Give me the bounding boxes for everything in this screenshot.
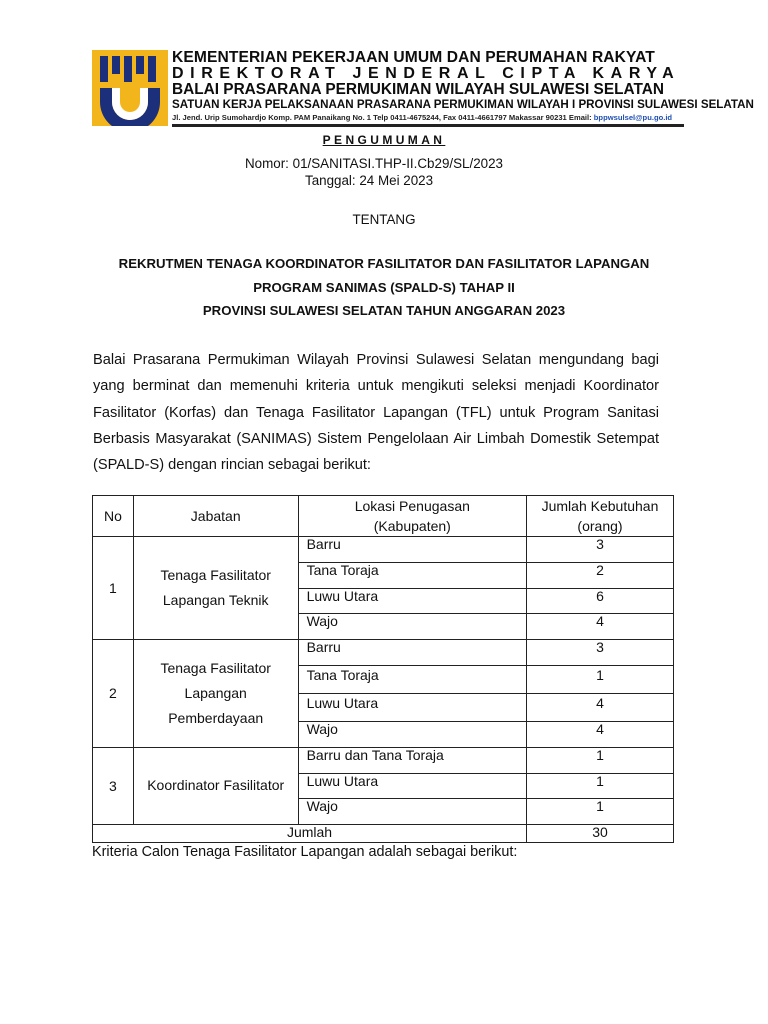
row-no: 1	[93, 537, 134, 640]
document-number: Nomor: 01/SANITASI.THP-II.Cb29/SL/2023	[245, 156, 503, 171]
subject-line-2: PROGRAM SANIMAS (SPALD-S) TAHAP II	[253, 280, 515, 295]
document-date: Tanggal: 24 Mei 2023	[305, 173, 434, 188]
row-lokasi: Tana Toraja	[298, 562, 526, 588]
row-lokasi: Luwu Utara	[298, 588, 526, 614]
letterhead	[92, 49, 754, 126]
table-row	[93, 537, 674, 563]
jabatan-text: Tenaga Fasilitator Lapangan Teknik	[160, 567, 271, 609]
row-jumlah: 1	[527, 665, 674, 693]
address-text: Jl. Jend. Urip Sumohardjo Komp. PAM Panaikang No. 1 Telp 0411-4675244, Fax 0411-4661797 Makassar 90231 Email:	[172, 113, 594, 122]
email-link[interactable]: bppwsulsel@pu.go.id	[593, 113, 673, 122]
row-jumlah: 6	[527, 588, 674, 614]
directorate-name: DIREKTORAT JENDERAL CIPTA KARYA	[172, 65, 681, 82]
row-lokasi: Wajo	[298, 799, 526, 825]
ministry-name: KEMENTERIAN PEKERJAAN UMUM DAN PERUMAHAN RAKYAT	[172, 49, 655, 66]
document-title: PENGUMUMAN	[322, 133, 446, 147]
row-jumlah: 4	[527, 721, 674, 747]
row-jumlah: 2	[527, 562, 674, 588]
letterhead-text	[172, 49, 754, 127]
total-label: Jumlah	[93, 825, 527, 843]
pu-logo-icon	[92, 50, 168, 126]
table-total-row	[93, 825, 674, 843]
row-lokasi: Barru	[298, 537, 526, 563]
row-jumlah: 4	[527, 693, 674, 721]
row-lokasi: Barru dan Tana Toraja	[298, 747, 526, 773]
row-no: 3	[93, 747, 134, 824]
total-value: 30	[527, 825, 674, 843]
header-lokasi	[298, 496, 526, 537]
tentang-label: TENTANG	[352, 212, 416, 227]
table-row	[93, 747, 674, 773]
row-jumlah: 1	[527, 799, 674, 825]
recruitment-table	[92, 495, 674, 843]
row-jumlah: 1	[527, 773, 674, 799]
row-jumlah: 4	[527, 614, 674, 640]
header-no: No	[93, 496, 134, 537]
row-jabatan: Koordinator Fasilitator	[133, 747, 298, 824]
letterhead-divider	[172, 124, 684, 127]
row-lokasi: Luwu Utara	[298, 693, 526, 721]
header-jumlah	[527, 496, 674, 537]
header-lokasi-text: Lokasi Penugasan (Kabupaten)	[354, 498, 470, 534]
row-lokasi: Tana Toraja	[298, 665, 526, 693]
row-lokasi: Wajo	[298, 614, 526, 640]
intro-paragraph: Balai Prasarana Permukiman Wilayah Provinsi Sulawesi Selatan mengundang bagi yang berminat dan memenuhi kriteria untuk mengikuti seleksi menjadi Koordinator Fasilitator (Korfas) dan Tenaga Fasilitator Lapangan (TFL) untuk Program Sanitasi Berbasis Masyarakat (SANIMAS) Sistem Pengelolaan Air Limbah Domestik Setempat (SPALD-S) dengan rincian sebagai berikut:	[93, 352, 659, 474]
criteria-intro: Kriteria Calon Tenaga Fasilitator Lapangan adalah sebagai berikut:	[92, 844, 518, 860]
row-no: 2	[93, 640, 134, 748]
row-jabatan	[133, 640, 298, 748]
subject-line-3: PROVINSI SULAWESI SELATAN TAHUN ANGGARAN 2023	[202, 303, 566, 318]
table-row	[93, 640, 674, 666]
office-name: BALAI PRASARANA PERMUKIMAN WILAYAH SULAWESI SELATAN	[172, 81, 664, 98]
row-jumlah: 3	[527, 537, 674, 563]
subject-line-1: REKRUTMEN TENAGA KOORDINATOR FASILITATOR DAN FASILITATOR LAPANGAN	[118, 256, 650, 271]
row-lokasi: Luwu Utara	[298, 773, 526, 799]
row-jumlah: 1	[527, 747, 674, 773]
row-jabatan	[133, 537, 298, 640]
jabatan-text: Tenaga Fasilitator Lapangan Pemberdayaan	[160, 659, 271, 726]
work-unit-name: SATUAN KERJA PELAKSANAAN PRASARANA PERMUKIMAN WILAYAH I PROVINSI SULAWESI SELATAN	[172, 98, 754, 111]
header-jumlah-text: Jumlah Kebutuhan (orang)	[541, 498, 659, 534]
row-jumlah: 3	[527, 640, 674, 666]
office-address	[172, 112, 684, 123]
row-lokasi: Barru	[298, 640, 526, 666]
row-lokasi: Wajo	[298, 721, 526, 747]
header-jabatan: Jabatan	[133, 496, 298, 537]
table-header-row	[93, 496, 674, 537]
